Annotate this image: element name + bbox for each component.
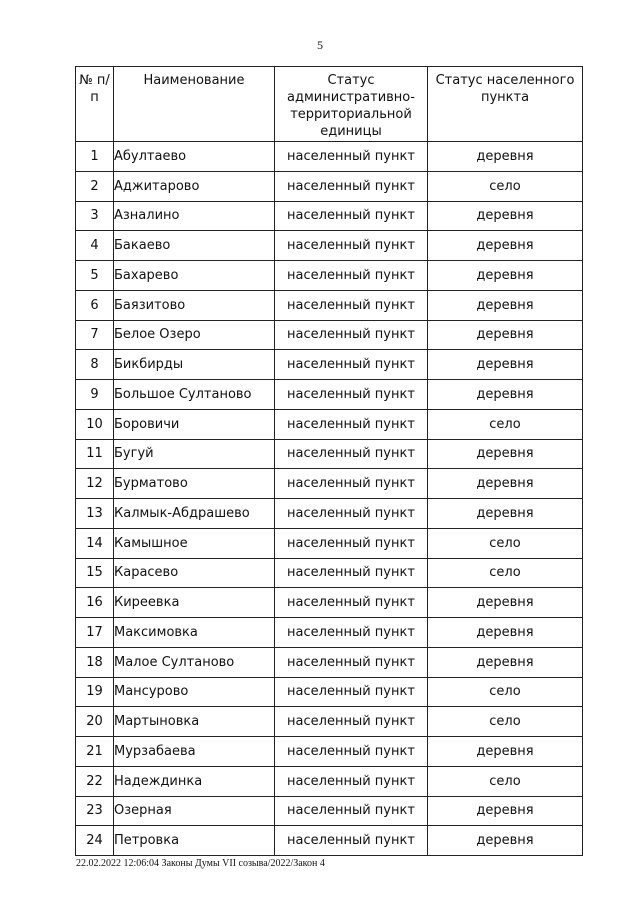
row-adm-status: населенный пункт [275, 707, 428, 737]
row-number: 19 [76, 677, 114, 707]
row-settlement-status: деревня [428, 439, 583, 469]
row-number: 8 [76, 350, 114, 380]
row-number: 18 [76, 647, 114, 677]
row-adm-status: населенный пункт [275, 171, 428, 201]
row-name: Абултаево [114, 142, 275, 172]
table-row [76, 647, 583, 677]
table-header-row [76, 67, 583, 142]
table-row [76, 142, 583, 172]
row-name: Надеждинка [114, 766, 275, 796]
row-number: 21 [76, 737, 114, 767]
table-body [76, 142, 583, 856]
table-row [76, 558, 583, 588]
row-settlement-status: село [428, 528, 583, 558]
row-name: Карасево [114, 558, 275, 588]
row-name: Малое Султаново [114, 647, 275, 677]
row-settlement-status: село [428, 558, 583, 588]
table-row [76, 588, 583, 618]
table-row [76, 469, 583, 499]
row-adm-status: населенный пункт [275, 350, 428, 380]
table-row [76, 499, 583, 529]
row-name: Бакаево [114, 231, 275, 261]
row-number: 10 [76, 409, 114, 439]
row-adm-status: населенный пункт [275, 380, 428, 410]
row-settlement-status: деревня [428, 499, 583, 529]
row-settlement-status: село [428, 766, 583, 796]
row-number: 5 [76, 261, 114, 291]
table-row [76, 439, 583, 469]
table-row [76, 766, 583, 796]
row-number: 1 [76, 142, 114, 172]
row-number: 13 [76, 499, 114, 529]
row-settlement-status: деревня [428, 350, 583, 380]
table-row [76, 826, 583, 856]
row-number: 9 [76, 380, 114, 410]
row-adm-status: населенный пункт [275, 677, 428, 707]
row-name: Бикбирды [114, 350, 275, 380]
row-number: 15 [76, 558, 114, 588]
header-settlement-status: Статус населенного пункта [428, 67, 583, 142]
row-name: Мансурово [114, 677, 275, 707]
row-adm-status: населенный пункт [275, 766, 428, 796]
row-adm-status: населенный пункт [275, 588, 428, 618]
row-name: Камышное [114, 528, 275, 558]
row-adm-status: населенный пункт [275, 201, 428, 231]
row-adm-status: населенный пункт [275, 469, 428, 499]
row-name: Бахарево [114, 261, 275, 291]
row-adm-status: населенный пункт [275, 528, 428, 558]
row-number: 12 [76, 469, 114, 499]
row-settlement-status: деревня [428, 320, 583, 350]
settlements-table [75, 66, 583, 856]
row-name: Мурзабаева [114, 737, 275, 767]
table-row [76, 796, 583, 826]
row-settlement-status: деревня [428, 261, 583, 291]
row-adm-status: населенный пункт [275, 320, 428, 350]
row-number: 2 [76, 171, 114, 201]
row-number: 22 [76, 766, 114, 796]
header-number: № п/п [76, 67, 114, 142]
row-number: 24 [76, 826, 114, 856]
row-name: Максимовка [114, 618, 275, 648]
table-row [76, 350, 583, 380]
table-row [76, 409, 583, 439]
row-name: Озерная [114, 796, 275, 826]
table-row [76, 171, 583, 201]
row-name: Петровка [114, 826, 275, 856]
row-adm-status: населенный пункт [275, 290, 428, 320]
row-number: 7 [76, 320, 114, 350]
row-settlement-status: село [428, 171, 583, 201]
page-number: 5 [317, 38, 323, 52]
row-adm-status: населенный пункт [275, 439, 428, 469]
table-row [76, 737, 583, 767]
row-name: Азналино [114, 201, 275, 231]
row-adm-status: населенный пункт [275, 618, 428, 648]
row-number: 14 [76, 528, 114, 558]
table-row [76, 528, 583, 558]
row-name: Калмык-Абдрашево [114, 499, 275, 529]
row-adm-status: населенный пункт [275, 261, 428, 291]
row-name: Бугуй [114, 439, 275, 469]
table-row [76, 231, 583, 261]
row-number: 4 [76, 231, 114, 261]
row-settlement-status: деревня [428, 231, 583, 261]
row-adm-status: населенный пункт [275, 409, 428, 439]
row-number: 6 [76, 290, 114, 320]
row-name: Боровичи [114, 409, 275, 439]
row-name: Белое Озеро [114, 320, 275, 350]
row-settlement-status: деревня [428, 588, 583, 618]
row-name: Большое Султаново [114, 380, 275, 410]
row-number: 17 [76, 618, 114, 648]
table-row [76, 707, 583, 737]
row-settlement-status: деревня [428, 826, 583, 856]
row-name: Мартыновка [114, 707, 275, 737]
row-adm-status: населенный пункт [275, 558, 428, 588]
row-adm-status: населенный пункт [275, 142, 428, 172]
table-row [76, 201, 583, 231]
row-name: Бурматово [114, 469, 275, 499]
row-settlement-status: деревня [428, 647, 583, 677]
row-adm-status: населенный пункт [275, 231, 428, 261]
row-adm-status: населенный пункт [275, 647, 428, 677]
document-footer: 22.02.2022 12:06:04 Законы Думы VII созыва/2022/Закон 4 [76, 858, 325, 869]
row-adm-status: населенный пункт [275, 737, 428, 767]
table-row [76, 261, 583, 291]
row-settlement-status: село [428, 409, 583, 439]
row-settlement-status: село [428, 707, 583, 737]
row-number: 11 [76, 439, 114, 469]
row-settlement-status: деревня [428, 290, 583, 320]
row-settlement-status: деревня [428, 142, 583, 172]
row-name: Киреевка [114, 588, 275, 618]
row-settlement-status: деревня [428, 618, 583, 648]
table-row [76, 320, 583, 350]
row-settlement-status: деревня [428, 796, 583, 826]
row-settlement-status: деревня [428, 201, 583, 231]
row-settlement-status: деревня [428, 737, 583, 767]
row-number: 16 [76, 588, 114, 618]
row-number: 23 [76, 796, 114, 826]
row-number: 3 [76, 201, 114, 231]
header-adm-status: Статус административно-территориальной единицы [275, 67, 428, 142]
table-row [76, 380, 583, 410]
table-row [76, 677, 583, 707]
row-settlement-status: деревня [428, 380, 583, 410]
row-settlement-status: деревня [428, 469, 583, 499]
header-name: Наименование [114, 67, 275, 142]
table-row [76, 290, 583, 320]
row-name: Аджитарово [114, 171, 275, 201]
row-adm-status: населенный пункт [275, 796, 428, 826]
row-adm-status: населенный пункт [275, 826, 428, 856]
row-name: Баязитово [114, 290, 275, 320]
row-settlement-status: село [428, 677, 583, 707]
row-adm-status: населенный пункт [275, 499, 428, 529]
table-row [76, 618, 583, 648]
row-number: 20 [76, 707, 114, 737]
